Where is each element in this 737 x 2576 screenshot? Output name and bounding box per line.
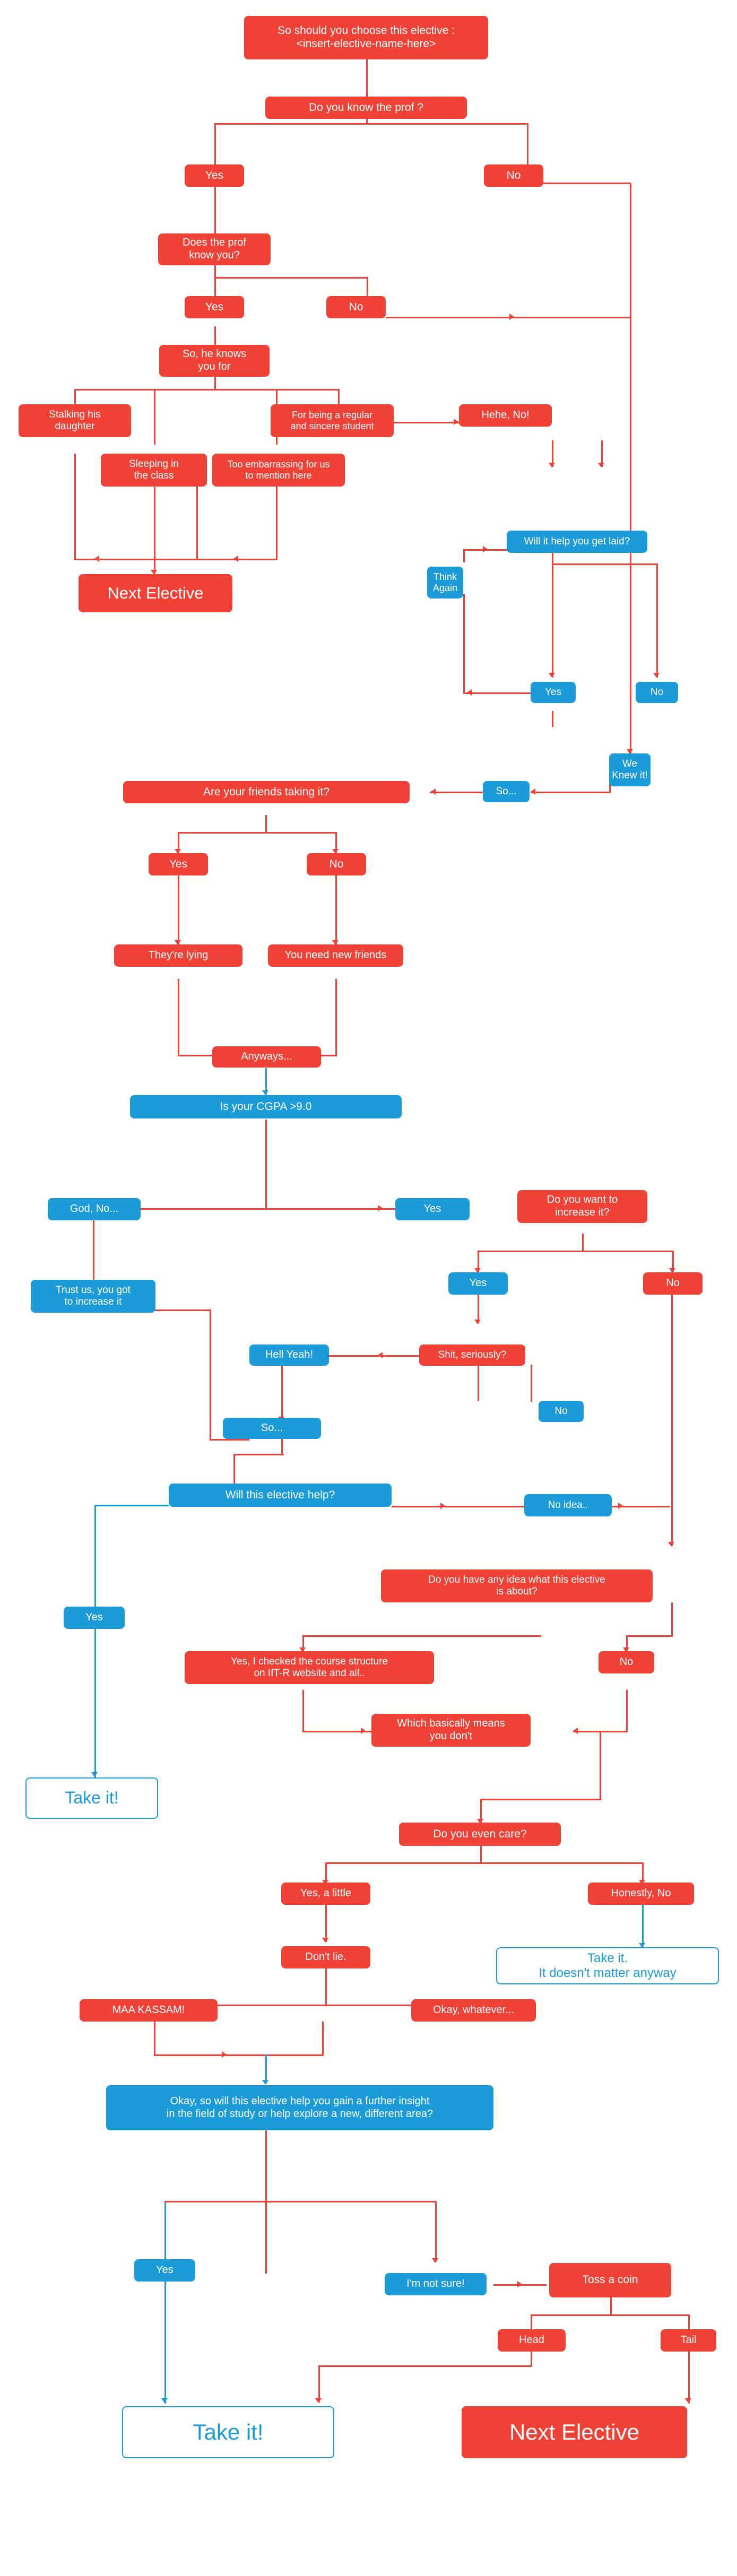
arrow-down <box>315 2398 322 2403</box>
connector <box>366 59 368 99</box>
node-think-again[interactable] <box>427 567 463 599</box>
node-any-idea-l1: Do you have any idea what this elective <box>428 1574 605 1585</box>
node-next-elective-1[interactable]: Next Elective <box>79 574 232 612</box>
connector <box>392 1506 524 1507</box>
node-checked-l1: Yes, I checked the course structure <box>230 1655 388 1667</box>
node-even-care[interactable]: Do you even care? <box>399 1823 561 1846</box>
node-trust-us[interactable] <box>31 1280 155 1313</box>
node-think-again-l2: Again <box>432 583 458 593</box>
connector <box>552 711 553 727</box>
node-insight-l2: in the field of study or help explore a new, different area? <box>166 2107 433 2120</box>
arrow-down <box>685 2398 691 2403</box>
node-prof-know-you[interactable] <box>158 233 271 265</box>
connector <box>338 389 340 405</box>
connector <box>531 1365 532 1402</box>
node-take-it-anyway-l1: Take it. <box>587 1950 628 1965</box>
connector <box>74 454 76 560</box>
connector <box>178 979 179 1056</box>
connector <box>642 1905 644 1947</box>
connector <box>386 317 630 318</box>
connector <box>164 2201 268 2202</box>
connector <box>94 1505 169 1506</box>
node-insight-yes[interactable]: Yes <box>134 2259 195 2282</box>
arrow-down <box>262 2080 268 2085</box>
node-take-it-2[interactable]: Take it! <box>122 2406 334 2458</box>
connector <box>210 1311 211 1441</box>
connector <box>214 184 216 238</box>
connector <box>164 2282 166 2404</box>
node-take-it-anyway[interactable] <box>496 1947 719 1984</box>
connector <box>325 1905 327 1942</box>
connector <box>478 1291 479 1323</box>
connector <box>325 1862 644 1864</box>
connector <box>610 2297 612 2316</box>
connector <box>94 1629 96 1777</box>
arrow-down <box>474 1320 481 1324</box>
connector <box>582 1234 584 1252</box>
connector <box>276 475 278 560</box>
node-he-knows-l2: you for <box>198 361 231 372</box>
connector <box>478 1251 674 1252</box>
arrow-right <box>517 2281 522 2287</box>
node-stalking-daughter[interactable] <box>19 404 131 437</box>
connector <box>656 563 658 678</box>
node-prof-know-you-yes[interactable]: Yes <box>185 296 244 318</box>
connector <box>463 692 532 694</box>
node-any-idea-about[interactable] <box>381 1569 653 1602</box>
node-friends-taking[interactable]: Are your friends taking it? <box>123 781 410 803</box>
node-want-increase-l2: increase it? <box>555 1207 610 1218</box>
arrow-down <box>653 673 660 678</box>
node-too-embarrassing-l1: Too embarrassing for us <box>227 458 330 470</box>
node-so-1[interactable]: So... <box>483 781 530 802</box>
connector <box>210 1439 249 1441</box>
connector <box>74 559 278 560</box>
connector <box>214 123 216 168</box>
connector <box>531 2351 532 2366</box>
connector <box>335 979 337 1056</box>
node-okay-whatever[interactable]: Okay, whatever... <box>411 1999 536 2022</box>
node-we-knew-it-l2: Knew it! <box>612 770 648 781</box>
node-god-no[interactable]: God, No... <box>48 1198 141 1220</box>
connector <box>265 2054 267 2084</box>
node-know-prof-no[interactable]: No <box>484 164 543 187</box>
node-prof-know-you-l2: know you? <box>189 249 240 261</box>
connector <box>93 1220 94 1284</box>
connector <box>214 277 368 279</box>
connector <box>281 1365 283 1420</box>
connector <box>233 1454 284 1455</box>
arrow-right <box>483 546 488 552</box>
connector <box>154 2054 324 2056</box>
arrow-down <box>598 463 604 467</box>
node-he-knows-you-for[interactable] <box>159 345 270 377</box>
connector <box>480 1799 601 1800</box>
node-checked-course[interactable] <box>185 1651 434 1684</box>
node-basically-means[interactable] <box>371 1714 531 1747</box>
connector <box>233 1455 235 1487</box>
node-next-elective-2[interactable]: Next Elective <box>462 2406 687 2458</box>
node-shit-no[interactable]: No <box>539 1401 584 1422</box>
node-tail[interactable]: Tail <box>661 2329 716 2352</box>
connector <box>527 123 528 168</box>
node-elective-help[interactable]: Will this elective help? <box>169 1484 392 1507</box>
node-basically-l2: you don't <box>429 1730 473 1742</box>
connector <box>630 184 631 753</box>
node-insight[interactable] <box>106 2085 493 2130</box>
node-too-embarrassing-l2: to mention here <box>245 470 312 481</box>
connector <box>463 549 465 562</box>
node-yes-branch[interactable]: Yes <box>64 1607 125 1629</box>
connector <box>480 1845 482 1864</box>
node-any-idea-l2: is about? <box>496 1586 537 1597</box>
node-theyre-lying[interactable]: They're lying <box>114 944 242 967</box>
connector <box>531 792 610 793</box>
connector <box>178 832 337 834</box>
connector <box>196 478 198 560</box>
node-sleeping-l2: the class <box>134 470 174 481</box>
connector <box>214 123 528 125</box>
node-we-knew-it-l1: We <box>622 758 638 769</box>
arrow-left <box>378 1352 383 1358</box>
arrow-down <box>432 2258 438 2263</box>
arrow-right <box>509 314 514 320</box>
connector <box>154 2022 155 2056</box>
arrow-right <box>454 419 458 425</box>
node-we-knew-it[interactable] <box>609 753 651 786</box>
arrow-down <box>262 1090 268 1095</box>
arrow-left <box>573 1728 578 1734</box>
connector <box>302 1690 304 1732</box>
connector <box>302 1635 541 1637</box>
arrow-left <box>467 689 472 696</box>
connector <box>94 1506 96 1607</box>
node-take-it-1[interactable]: Take it! <box>25 1777 158 1819</box>
connector <box>478 1365 479 1401</box>
node-toss-a-coin[interactable]: Toss a coin <box>549 2263 671 2297</box>
connector <box>626 1635 673 1637</box>
node-help-get-laid[interactable]: Will it help you get laid? <box>507 531 647 553</box>
node-friends-yes[interactable]: Yes <box>149 853 208 875</box>
connector <box>463 594 465 693</box>
arrow-right <box>618 1503 623 1509</box>
arrow-right <box>222 2051 227 2058</box>
node-too-embarrassing[interactable] <box>212 454 345 487</box>
connector <box>531 2314 690 2316</box>
node-trust-us-l2: to increase it <box>64 1296 122 1307</box>
node-sleeping-in-class[interactable] <box>101 454 207 487</box>
connector <box>164 2202 166 2263</box>
node-prof-know-you-l1: Does the prof <box>182 237 247 249</box>
connector <box>435 2201 437 2262</box>
connector <box>322 2022 324 2056</box>
node-stalking-l2: daughter <box>55 421 95 432</box>
arrow-right <box>378 1205 383 1211</box>
node-regular-sincere-student[interactable] <box>271 404 394 437</box>
arrow-down <box>668 1542 674 1547</box>
arrow-right <box>361 1728 366 1734</box>
node-increase-no[interactable]: No <box>643 1272 703 1295</box>
arrow-down <box>322 1938 328 1942</box>
arrow-down <box>161 2398 168 2403</box>
connector <box>281 1439 283 1455</box>
arrow-left <box>531 788 535 795</box>
node-so-2[interactable]: So... <box>223 1418 321 1439</box>
connector <box>552 563 658 565</box>
connector <box>430 792 488 793</box>
node-start[interactable] <box>244 16 488 59</box>
connector <box>688 2351 690 2404</box>
node-cgpa[interactable]: Is your CGPA >9.0 <box>130 1095 402 1118</box>
node-checked-l2: on IIT-R website and ail.. <box>254 1668 365 1679</box>
node-take-it-anyway-l2: It doesn't matter anyway <box>539 1966 677 1980</box>
connector <box>74 389 76 405</box>
node-basically-l1: Which basically means <box>397 1718 505 1730</box>
arrow-down <box>91 1772 98 1777</box>
connector <box>671 1602 673 1637</box>
node-laid-yes[interactable]: Yes <box>531 682 576 703</box>
node-trust-us-l1: Trust us, you got <box>56 1284 131 1296</box>
connector <box>154 389 155 445</box>
connector <box>318 2365 320 2402</box>
arrow-left <box>233 556 238 562</box>
connector <box>74 389 340 391</box>
node-need-new-friends[interactable]: You need new friends <box>268 944 403 967</box>
connector <box>178 875 179 944</box>
node-regular-l2: and sincere student <box>290 421 374 431</box>
node-shit-seriously[interactable]: Shit, seriously? <box>419 1345 525 1366</box>
node-maa-kassam[interactable]: MAA KASSAM! <box>80 1999 218 2022</box>
node-laid-no[interactable]: No <box>636 682 678 703</box>
node-checked-no[interactable]: No <box>599 1651 654 1673</box>
connector <box>318 2365 532 2367</box>
node-friends-no[interactable]: No <box>307 853 366 875</box>
node-want-increase[interactable] <box>517 1190 647 1223</box>
connector <box>626 1690 628 1732</box>
node-cgpa-yes[interactable]: Yes <box>395 1198 470 1220</box>
node-stalking-l1: Stalking his <box>49 409 101 420</box>
node-he-knows-l1: So, he knows <box>182 348 247 360</box>
node-no-idea[interactable]: No idea.. <box>524 1494 612 1516</box>
connector <box>671 1291 673 1546</box>
arrow-down <box>549 673 555 678</box>
node-think-again-l1: Think <box>433 571 457 582</box>
connector <box>552 563 553 678</box>
node-regular-l1: For being a regular <box>291 409 373 420</box>
connector <box>265 815 267 834</box>
node-prof-know-you-no[interactable]: No <box>326 296 386 318</box>
node-not-sure[interactable]: I'm not sure! <box>385 2273 487 2295</box>
arrow-right <box>440 1503 445 1509</box>
node-honestly-no[interactable]: Honestly, No <box>588 1883 694 1905</box>
connector <box>325 1968 327 2006</box>
node-want-increase-l1: Do you want to <box>547 1194 618 1206</box>
connector <box>265 2201 437 2202</box>
node-sleeping-l1: Sleeping in <box>128 458 179 470</box>
connector <box>154 475 155 560</box>
connector <box>600 1731 601 1800</box>
arrow-left <box>94 556 99 562</box>
arrow-left <box>431 788 436 795</box>
node-know-prof[interactable]: Do you know the prof ? <box>265 97 467 119</box>
node-anyways[interactable]: Anyways... <box>212 1046 321 1068</box>
connector <box>265 1120 267 1210</box>
node-yes-a-little[interactable]: Yes, a little <box>281 1883 370 1905</box>
node-start-line2: <insert-elective-name-here> <box>296 38 436 50</box>
node-increase-yes[interactable]: Yes <box>448 1272 508 1295</box>
node-dont-lie[interactable]: Don't lie. <box>281 1946 370 1968</box>
arrow-down <box>549 463 555 467</box>
node-head[interactable]: Head <box>498 2329 566 2352</box>
connector <box>335 875 337 944</box>
node-know-prof-yes[interactable]: Yes <box>185 164 244 187</box>
node-hehe-no[interactable]: Hehe, No! <box>459 404 552 427</box>
node-hell-yeah[interactable]: Hell Yeah! <box>249 1345 329 1366</box>
node-insight-l1: Okay, so will this elective help you gain a further insight <box>170 2095 430 2107</box>
node-start-line1: So should you choose this elective : <box>278 24 455 37</box>
